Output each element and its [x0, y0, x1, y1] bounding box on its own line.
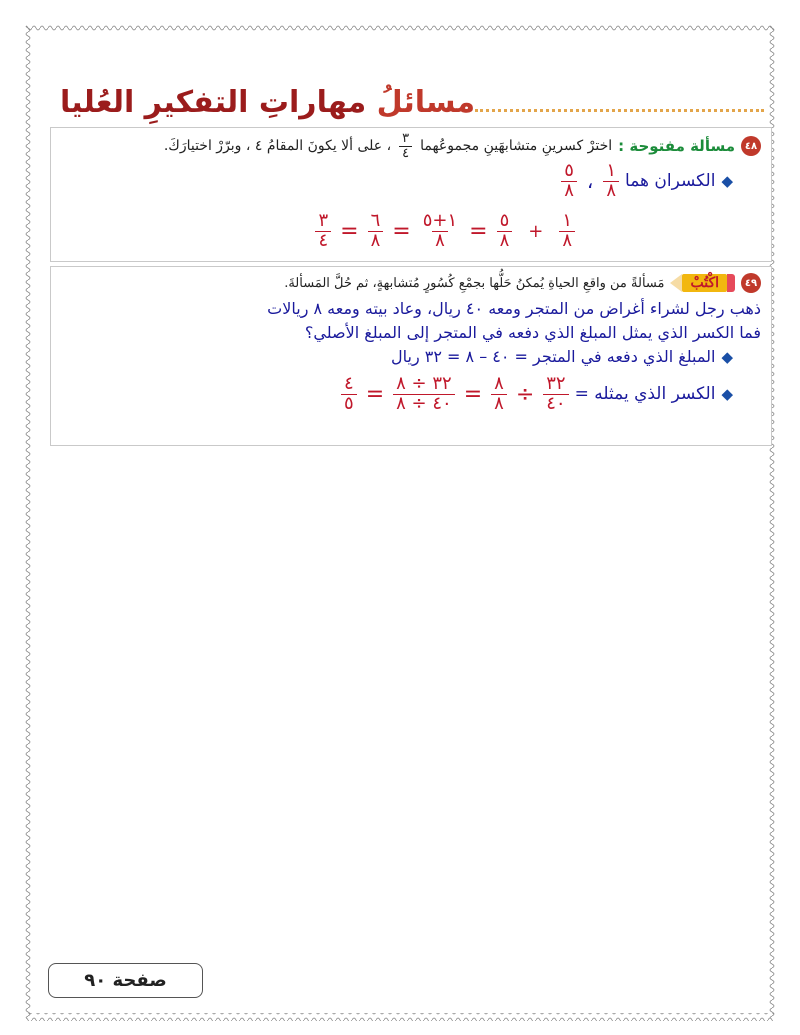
fraction-den: ٨ — [491, 394, 507, 414]
question-49-line — [284, 273, 761, 293]
question-49-box — [50, 266, 772, 446]
diamond-icon: ◆ — [721, 385, 733, 404]
step-2-label: الكسر الذي يمثله = — [574, 384, 716, 405]
fraction-num: ٥ — [499, 210, 510, 231]
fraction-num: ٨ — [494, 373, 504, 394]
fraction-den: ٨ — [432, 231, 448, 251]
fraction-num: ٤ — [344, 373, 354, 394]
heading-word-1: مسائلُ — [376, 85, 476, 120]
answer-48-equation — [309, 212, 581, 251]
step2-fraction-a — [543, 375, 568, 414]
fraction-num: ٥ — [564, 160, 574, 181]
fraction-den: ٨ — [603, 181, 619, 201]
question-48-box — [50, 127, 772, 262]
fraction-num: ١ — [562, 210, 572, 231]
diamond-icon: ◆ — [721, 347, 733, 366]
pencil-tip — [670, 274, 682, 292]
question-49-prompt: مَسألةً من واقعِ الحياةِ يُمكنُ حَلُّها بجمْعِ كُسُورٍ مُتشابهةٍ، ثم حُلَّ المَسألةَ. — [284, 275, 665, 291]
given-fraction-den: ٤ — [399, 146, 412, 161]
fraction-den: ٨ — [368, 231, 384, 251]
question-number-badge: ٤٩ — [741, 273, 761, 293]
eq-fraction-d — [368, 212, 384, 251]
fraction-den: ٤٠ — [543, 394, 568, 414]
fraction-num: ٣٢ ÷ ٨ — [396, 373, 452, 394]
question-48-text-a: اخترْ كسرينِ متشابهَينِ مجموعُهما — [420, 138, 613, 155]
equals-sign: = — [463, 381, 483, 407]
fraction-den: ٨ — [561, 181, 577, 201]
story-line-1: ذهب رجل لشراء أغراض من المتجر ومعه ٤٠ ريال، وعاد بيته ومعه ٨ ريالات — [267, 299, 761, 318]
fraction-num: ٣ — [318, 210, 329, 231]
answer-48-label: الكسران هما — [625, 171, 716, 192]
answer-fraction-1 — [603, 162, 619, 201]
question-48-text-b: ، على ألا يكونَ المقامُ ٤ ، وبرّرْ اختيارَكَ. — [163, 138, 392, 155]
divide-sign: ÷ — [515, 381, 535, 407]
equals-sign: = — [392, 218, 411, 244]
fraction-den: ٥ — [341, 394, 357, 414]
equals-sign: = — [340, 218, 359, 244]
plus-sign: + — [528, 220, 544, 242]
section-title — [60, 76, 772, 122]
eq-fraction-b — [497, 212, 513, 251]
given-fraction-num: ٣ — [402, 131, 410, 146]
pencil-icon — [670, 273, 735, 293]
diamond-icon: ◆ — [721, 172, 733, 191]
given-fraction — [399, 132, 412, 160]
step2-fraction-b — [491, 375, 507, 414]
page-number: صفحة ٩٠ — [84, 970, 167, 991]
section-heading — [60, 85, 476, 122]
title-dotted-rule — [475, 109, 764, 112]
fraction-den: ٤٠ ÷ ٨ — [393, 394, 455, 414]
step2-fraction-c — [393, 375, 455, 414]
question-number-badge: ٤٨ — [741, 136, 761, 156]
step-1-text: المبلغ الذي دفعه في المتجر = ٤٠ – ٨ = ٣٢ ريال — [390, 347, 716, 366]
answer-fraction-2 — [561, 162, 577, 201]
answer-separator: ، — [586, 169, 594, 194]
answer-49-step-2 — [335, 375, 733, 414]
fraction-num: ١+٥ — [422, 210, 458, 231]
write-label: اكْتُبْ — [682, 274, 727, 292]
eq-fraction-a — [559, 212, 575, 251]
step2-fraction-d — [341, 375, 357, 414]
question-48-line — [164, 132, 761, 160]
equals-sign: = — [469, 218, 488, 244]
story-line-2: فما الكسر الذي يمثل المبلغ الذي دفعه في المتجر إلى المبلغ الأصلي؟ — [304, 323, 761, 342]
heading-word-2: مهاراتِ التفكيرِ العُليا — [60, 85, 367, 120]
page-number-box — [48, 963, 203, 998]
fraction-num: ٦ — [370, 210, 381, 231]
fraction-num: ٣٢ — [546, 373, 566, 394]
answer-49-step-1 — [391, 347, 733, 366]
equals-sign: = — [365, 381, 385, 407]
fraction-num: ١ — [606, 160, 617, 181]
answer-48-line-1 — [555, 162, 733, 201]
eq-fraction-c — [420, 212, 460, 251]
pencil-eraser — [727, 274, 735, 292]
fraction-den: ٤ — [315, 231, 331, 251]
open-problem-tag: مسألة مفتوحة : — [618, 137, 735, 156]
eq-fraction-e — [315, 212, 331, 251]
fraction-den: ٨ — [559, 231, 575, 251]
fraction-den: ٨ — [497, 231, 513, 251]
